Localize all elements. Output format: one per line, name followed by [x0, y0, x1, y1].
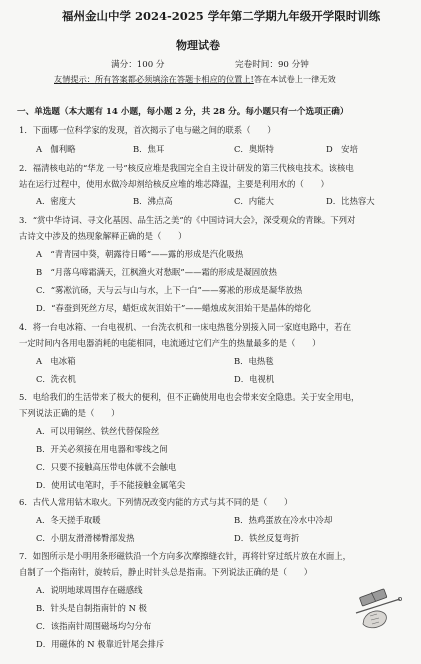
question-5-stem-line-2: 下列说法正确的是（ ）	[19, 408, 120, 418]
friendly-tip	[54, 73, 336, 85]
q5-option-c: C．只要不接触高压带电体就不会触电	[36, 462, 177, 472]
q3-option-c: C．“雾凇沆砀，天与云与山与水，上下一白”——雾凇的形成是凝华放热	[36, 285, 303, 295]
question-5-stem-line-1: 5．电给我们的生活带来了极大的便利，但不正确使用电也会带来安全隐患。关于安全用电，	[19, 392, 360, 402]
q1-option-b: B．焦耳	[133, 144, 165, 154]
subject-title: 物理试卷	[176, 39, 220, 52]
q3-option-d: D．“春蚕到死丝方尽，蜡炬成灰泪始干”——蜡烛成灰泪始干是晶体的熔化	[36, 303, 311, 313]
q3-option-b: B “月落乌啼霜满天，江枫渔火对愁眠”——霜的形成是凝固放热	[36, 267, 277, 277]
q2-option-a: A．密度大	[36, 196, 76, 206]
q4-option-c: C．洗衣机	[36, 374, 76, 384]
section-heading: 一、单选题（本大题有 14 小题，每小题 2 分，共 28 分。每小题只有一个选项正确）	[17, 107, 349, 117]
q2-option-c: C．内能大	[234, 196, 274, 206]
exam-time: 完卷时间：90 分钟	[235, 60, 309, 70]
q6-option-c: C．小朋友滑滑梯臀部发热	[36, 533, 135, 543]
q4-option-b: B．电热毯	[234, 356, 274, 366]
q7-option-d: D．用磁体的 N 极靠近针尾会排斥	[36, 639, 165, 649]
q3-option-a: A “青青园中葵，朝露待日晞”——露的形成是汽化吸热	[36, 249, 244, 259]
q4-option-d: D．电视机	[234, 374, 275, 384]
q6-option-a: A．冬天搓手取暖	[36, 515, 101, 525]
question-4-stem-line-1: 4．将一台电冰箱、一台电视机、一台洗衣机和一床电热毯分别接入同一家庭电路中，若在	[19, 322, 351, 332]
q7-option-c: C．该指南针周围磁场均匀分布	[36, 621, 152, 631]
q1-option-d: D 安培	[326, 144, 358, 154]
question-2-stem-line-2: 站在运行过程中，使用水做冷却剂给核反应堆的堆芯降温，主要是利用水的（ ）	[19, 179, 329, 189]
exam-title: 福州金山中学 2024-2025 学年第二学期九年级开学限时训练	[62, 9, 381, 23]
q4-option-a: A 电冰箱	[36, 356, 76, 366]
tip-prefix: 友情提示：	[54, 74, 95, 84]
magnet-needle-figure	[350, 583, 404, 635]
q1-option-a: A 伽利略	[36, 144, 76, 154]
q2-option-d: D．比热容大	[326, 196, 375, 206]
q5-option-b: B．开关必须接在用电器和零线之间	[36, 444, 168, 454]
question-7-stem-line-2: 自制了一个指南针，旋转后，静止时针头总是指南。下列说法正确的是（ ）	[19, 567, 313, 577]
q7-option-b: B．针头是自制指南针的 N 极	[36, 603, 147, 613]
q6-option-d: D．铁丝反复弯折	[234, 533, 300, 543]
question-7-stem-line-1: 7．如图所示是小明用条形磁铁沿一个方向多次摩擦缝衣针，再将针穿过纸片放在水面上，	[19, 551, 351, 561]
q5-option-a: A．可以用铜丝、铁丝代替保险丝	[36, 426, 160, 436]
full-score: 满分：100 分	[111, 60, 165, 70]
question-1-stem: 1．下面哪一位科学家的发现，首次揭示了电与磁之间的联系（ ）	[19, 125, 276, 135]
q7-option-a: A．说明地球周围存在磁感线	[36, 585, 143, 595]
q6-option-b: B．热鸡蛋放在冷水中冷却	[234, 515, 333, 525]
question-3-stem-line-1: 3．“赏中华诗词、寻文化基因、品生活之美”的《中国诗词大会》，深受观众的青睐。下列对	[19, 215, 356, 225]
question-6-stem: 6．古代人常用钻木取火。下列情况改变内能的方式与其不同的是（ ）	[19, 497, 293, 507]
tip-body: 所有答案都必须填涂在答题卡相应的位置上!	[94, 74, 254, 84]
question-3-stem-line-2: 古诗文中涉及的热现象解释正确的是（ ）	[19, 231, 187, 241]
hand-icon	[363, 611, 386, 628]
q1-option-c: C．奥斯特	[234, 144, 274, 154]
q5-option-d: D．使用试电笔时，手不能接触金属笔尖	[36, 480, 186, 490]
question-4-stem-line-2: 一定时间内各用电器消耗的电能相同，电流通过它们产生的热量最多的是（ ）	[19, 338, 321, 348]
q2-option-b: B．沸点高	[133, 196, 173, 206]
tip-suffix: 答在本试卷上一律无效	[253, 74, 336, 84]
question-2-stem-line-1: 2．福清核电站的“华龙 一号”核反应堆是我国完全自主设计研发的第三代核电技术。该核电	[19, 163, 354, 173]
bar-magnet-icon	[359, 589, 387, 606]
